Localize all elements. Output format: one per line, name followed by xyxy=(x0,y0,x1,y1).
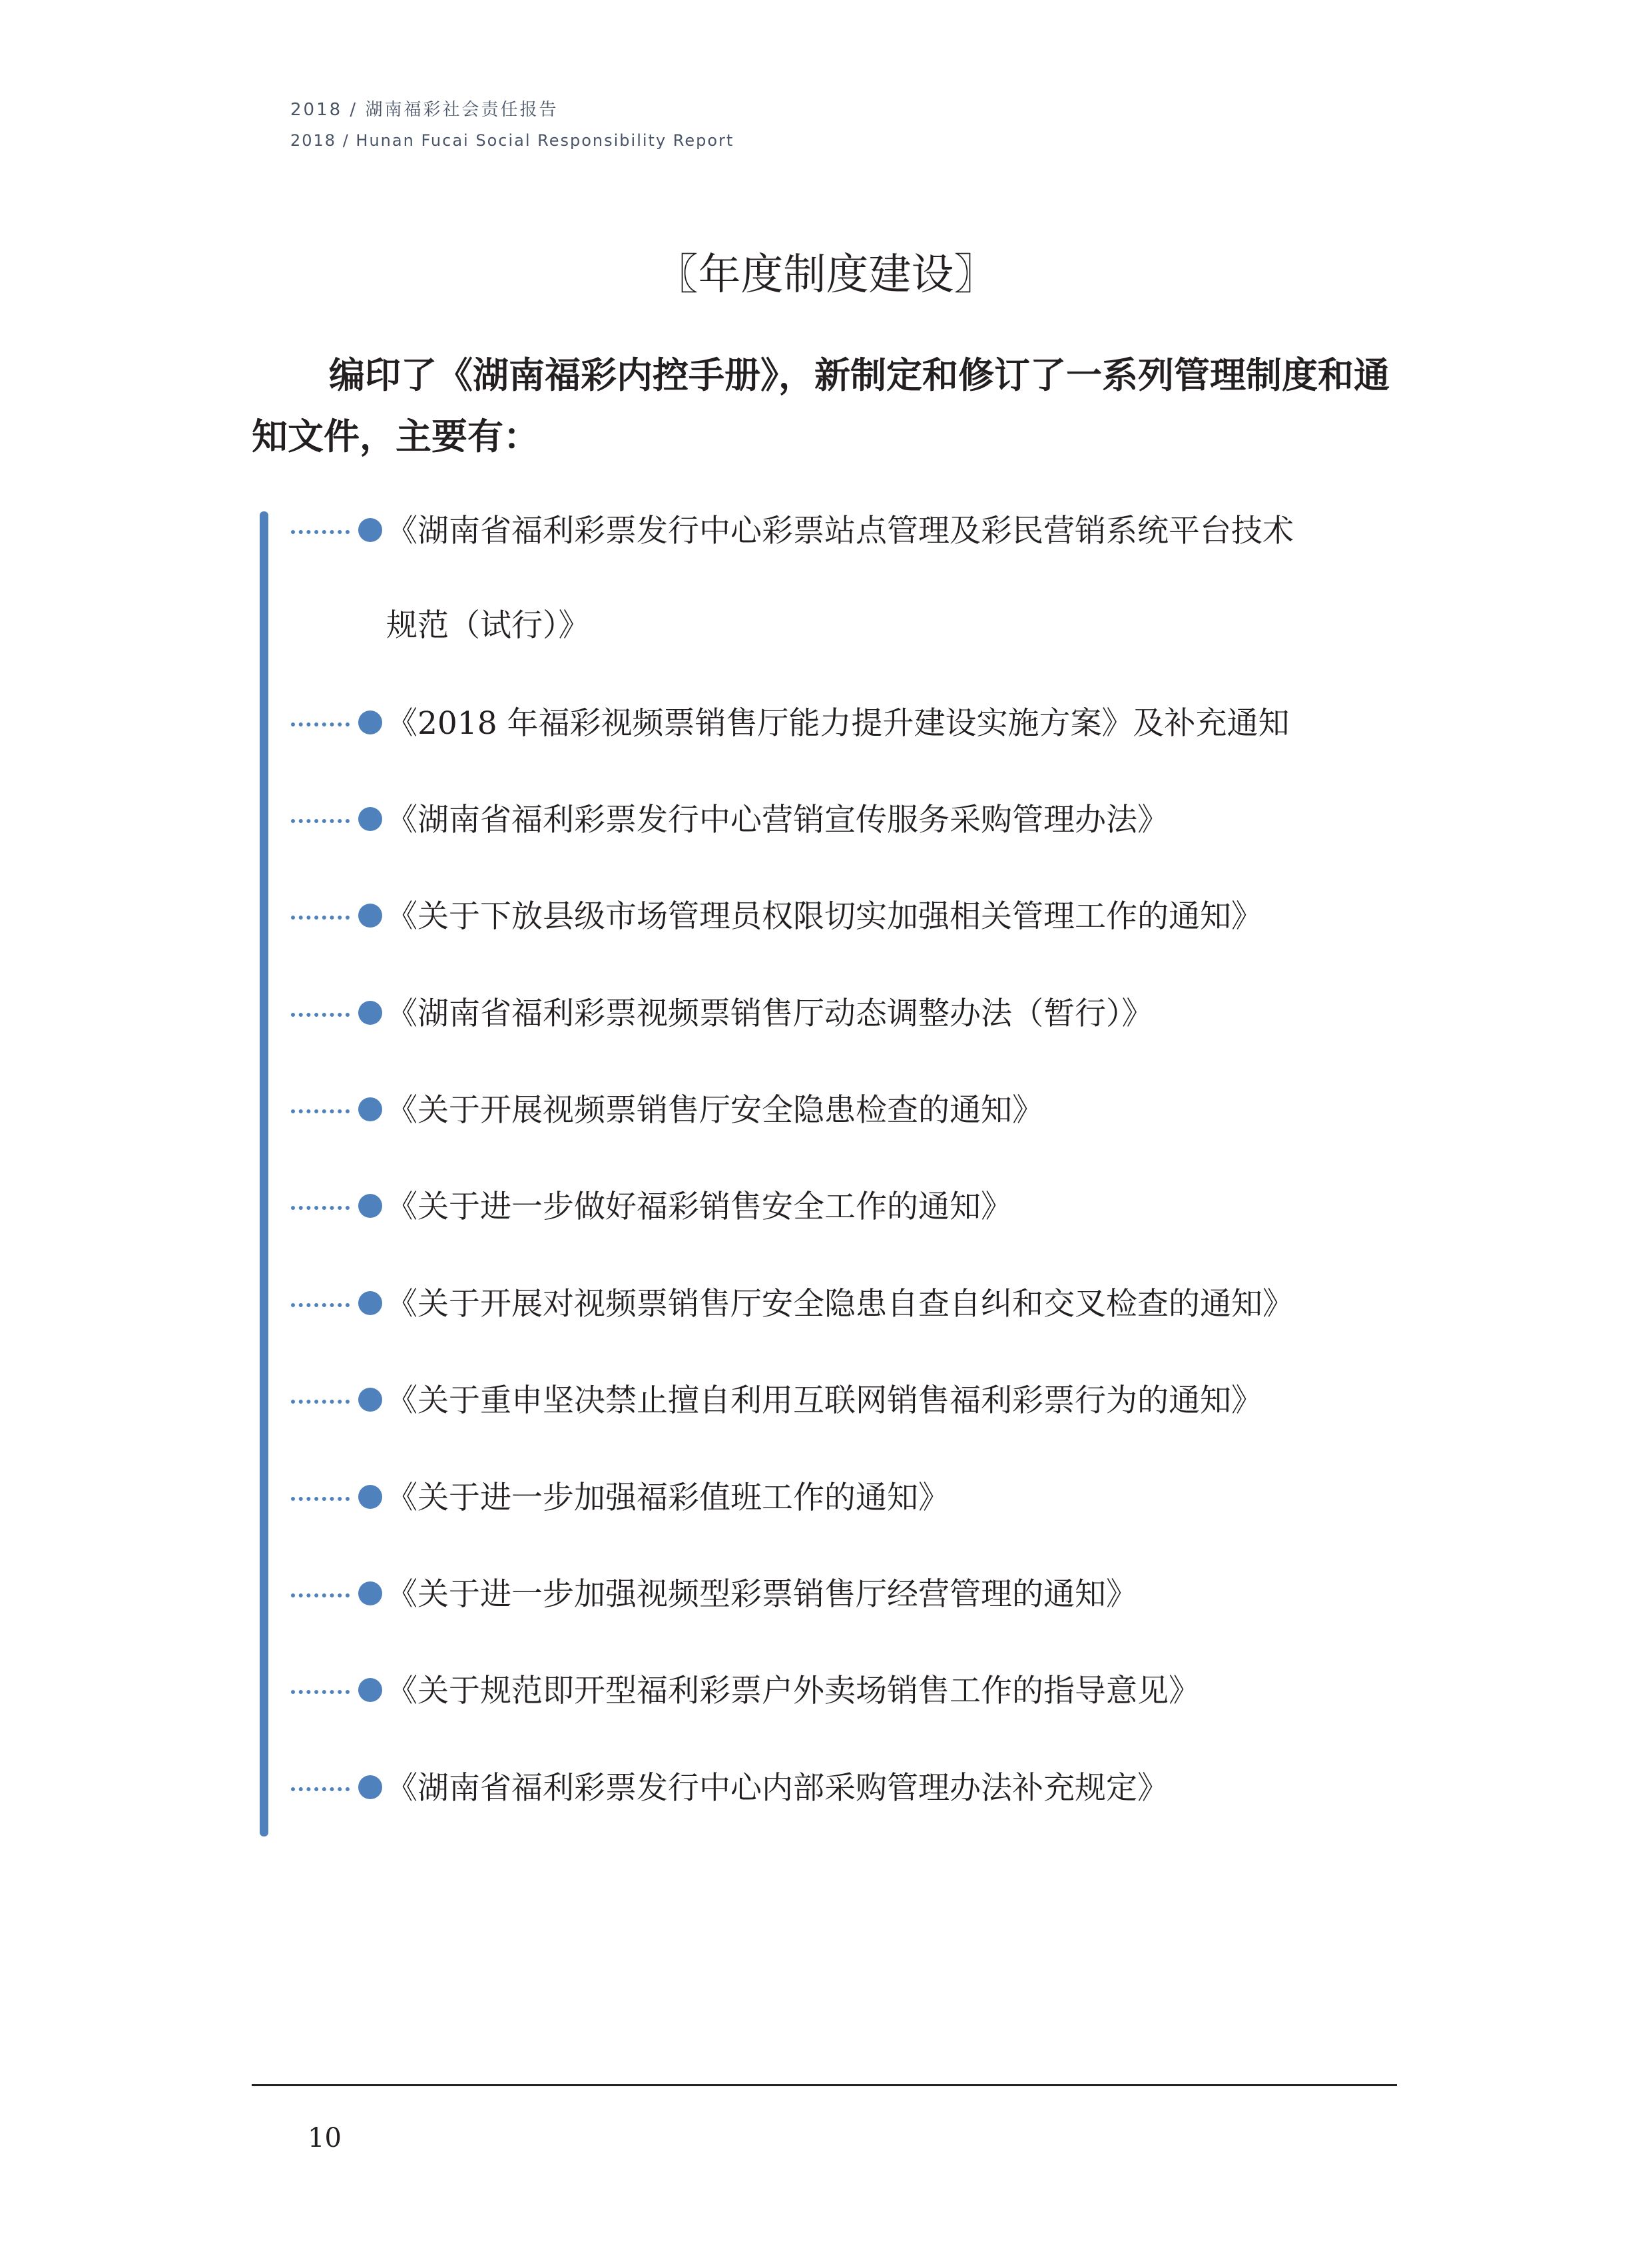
dotted-leader xyxy=(291,1013,350,1017)
list-item xyxy=(0,697,1398,750)
header-title-en: 2018 / Hunan Fucai Social Responsibility Report xyxy=(290,131,734,150)
list-item-text: 《关于开展视频票销售厅安全隐患检查的通知》 xyxy=(386,1092,1043,1129)
list-item xyxy=(0,505,1398,644)
dotted-leader xyxy=(291,1690,350,1694)
section-title: 〖年度制度建设〗 xyxy=(655,250,997,300)
list-item-text: 《湖南省福利彩票发行中心内部采购管理办法补充规定》 xyxy=(386,1770,1169,1807)
dotted-leader xyxy=(291,1593,350,1597)
list-item xyxy=(0,1084,1398,1137)
bullet-dot-icon xyxy=(358,904,382,928)
dotted-leader xyxy=(291,916,350,920)
list-item xyxy=(0,1568,1398,1621)
list-item xyxy=(0,1278,1398,1331)
list-item xyxy=(0,794,1398,847)
list-item-text: 《关于进一步加强视频型彩票销售厅经营管理的通知》 xyxy=(386,1576,1137,1613)
list-item xyxy=(0,987,1398,1041)
list-item-text: 《关于开展对视频票销售厅安全隐患自查自纠和交叉检查的通知》 xyxy=(386,1286,1294,1322)
header-title-cn: 2018 / 湖南福彩社会责任报告 xyxy=(290,100,559,120)
list-item-text: 《关于规范即开型福利彩票户外卖场销售工作的指导意见》 xyxy=(386,1673,1200,1709)
bullet-dot-icon xyxy=(358,710,382,734)
bullet-dot-icon xyxy=(358,1485,382,1509)
bullet-dot-icon xyxy=(358,807,382,831)
list-item xyxy=(0,1665,1398,1718)
list-item-text-continuation: 规范（试行）》 xyxy=(386,607,590,644)
dotted-leader xyxy=(291,1787,350,1791)
list-item-text: 《关于重申坚决禁止擅自利用互联网销售福利彩票行为的通知》 xyxy=(386,1382,1262,1419)
list-item xyxy=(0,1762,1398,1815)
list-item-text: 《湖南省福利彩票视频票销售厅动态调整办法（暂行）》 xyxy=(386,995,1153,1032)
list-item-text: 《湖南省福利彩票发行中心彩票站点管理及彩民营销系统平台技术 xyxy=(386,513,1294,549)
dotted-leader xyxy=(291,1497,350,1501)
dotted-leader xyxy=(291,1109,350,1113)
list-item xyxy=(0,1374,1398,1428)
dotted-leader xyxy=(291,530,350,534)
bullet-dot-icon xyxy=(358,1291,382,1315)
list-item xyxy=(0,1181,1398,1234)
page-number: 10 xyxy=(308,2123,342,2153)
dotted-leader xyxy=(291,1400,350,1404)
intro-paragraph: 编印了《湖南福彩内控手册》，新制定和修订了一系列管理制度和通知文件，主要有： xyxy=(252,354,1390,457)
bullet-dot-icon xyxy=(358,1194,382,1218)
bullet-dot-icon xyxy=(358,1678,382,1702)
list-item-text: 《关于进一步做好福彩销售安全工作的通知》 xyxy=(386,1189,1012,1225)
bullet-dot-icon xyxy=(358,1775,382,1799)
bullet-dot-icon xyxy=(358,1097,382,1121)
list-item xyxy=(0,1472,1398,1525)
dotted-leader xyxy=(291,722,350,726)
dotted-leader xyxy=(291,819,350,823)
list-item-text: 《关于下放县级市场管理员权限切实加强相关管理工作的通知》 xyxy=(386,898,1262,935)
dotted-leader xyxy=(291,1206,350,1210)
bullet-dot-icon xyxy=(358,518,382,542)
footer-rule xyxy=(252,2084,1397,2086)
bullet-dot-icon xyxy=(358,1001,382,1025)
list-item-text: 《关于进一步加强福彩值班工作的通知》 xyxy=(386,1480,950,1516)
list-item-text: 《2018 年福彩视频票销售厅能力提升建设实施方案》及补充通知 xyxy=(386,705,1290,742)
bullet-dot-icon xyxy=(358,1581,382,1605)
bullet-dot-icon xyxy=(358,1388,382,1412)
list-item xyxy=(0,890,1398,944)
list-item-text: 《湖南省福利彩票发行中心营销宣传服务采购管理办法》 xyxy=(386,802,1169,838)
dotted-leader xyxy=(291,1303,350,1307)
